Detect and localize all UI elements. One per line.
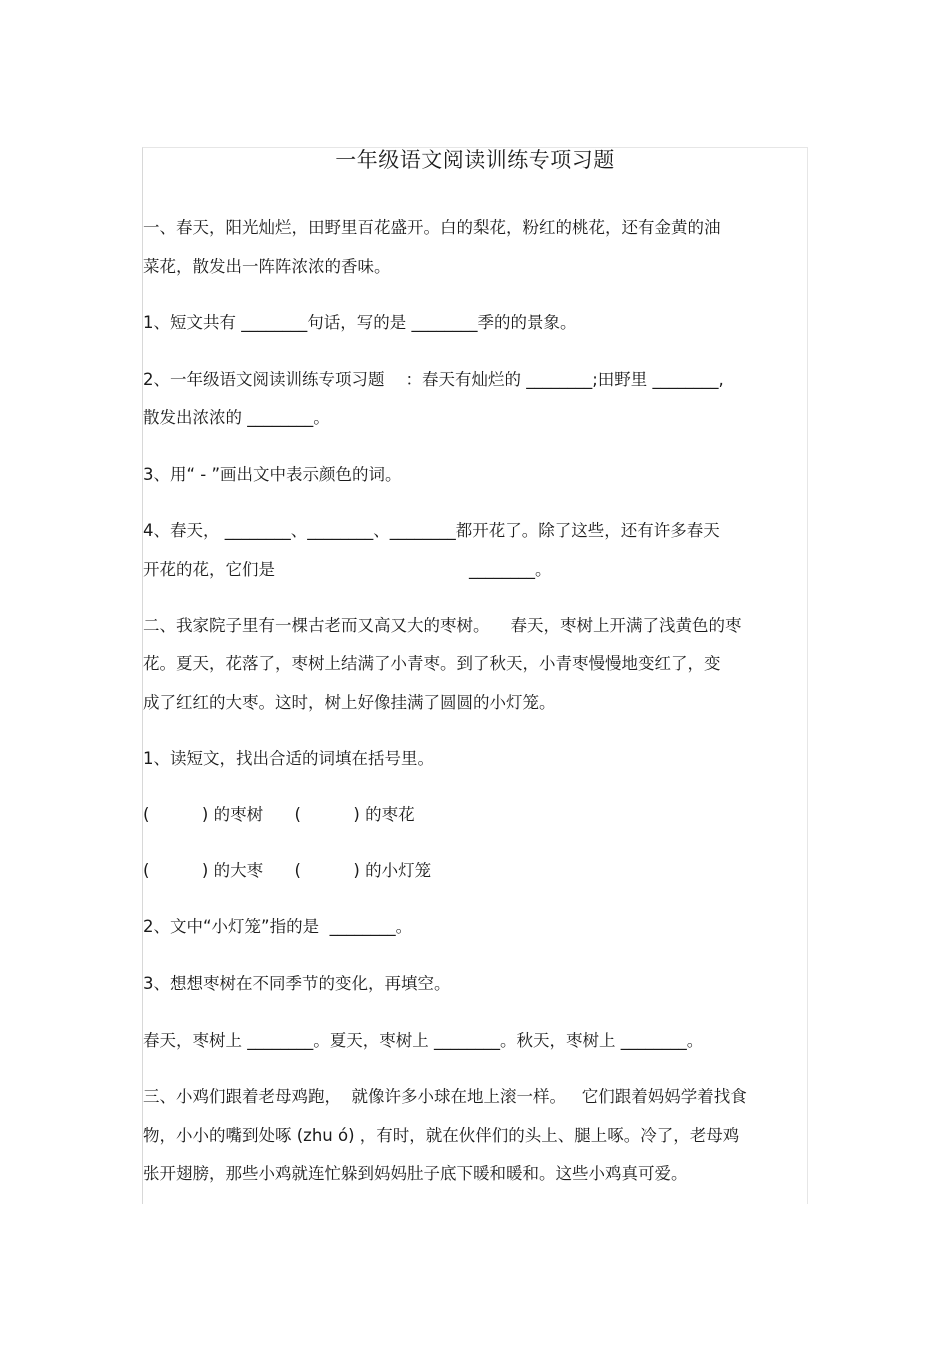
question-1-4-line-1: 4、春天， ________、________、________都开花了。除了这些，还有许多春天 [143,521,720,540]
passage-2-line-2: 花。夏天，花落了，枣树上结满了小青枣。到了秋天，小青枣慢慢地变红了，变 [143,654,721,673]
question-2-1: 1、读短文，找出合适的词填在括号里。 [143,749,434,768]
question-2-3-blanks: 春天，枣树上 ________。夏天，枣树上 ________。秋天，枣树上 ________。 [143,1031,704,1050]
passage-3-line-3: 张开翅膀，那些小鸡就连忙躲到妈妈肚子底下暖和暖和。这些小鸡真可爱。 [143,1164,688,1183]
question-1-1: 1、短文共有 ________句话，写的是 ________季的的景象。 [143,313,577,332]
question-1-4-line-2: 开花的花，它们是 ________。 [143,560,552,579]
page-title: 一年级语文阅读训练专项习题 [335,148,615,172]
question-1-2-line-2: 散发出浓浓的 ________。 [143,408,330,427]
passage-1-line-2: 菜花，散发出一阵阵浓浓的香味。 [143,257,391,276]
question-1-3: 3、用“ - ”画出文中表示颜色的词。 [143,465,402,484]
question-1-2-line-1: 2、一年级语文阅读训练专项习题 ：春天有灿烂的 ________;田野里 ________, [143,370,724,389]
question-2-3: 3、想想枣树在不同季节的变化，再填空。 [143,974,451,993]
question-2-1-blanks-row-2: ( ) 的大枣 ( ) 的小灯笼 [143,861,432,880]
passage-2-line-1: 二、我家院子里有一棵古老而又高又大的枣树。 春天，枣树上开满了浅黄色的枣 [143,616,742,635]
passage-3-line-1: 三、小鸡们跟着老母鸡跑， 就像许多小球在地上滚一样。 它们跟着妈妈学着找食 [143,1087,747,1106]
question-2-2: 2、文中“小灯笼”指的是 ________。 [143,917,413,936]
passage-2-line-3: 成了红红的大枣。这时，树上好像挂满了圆圆的小灯笼。 [143,693,556,712]
passage-3-line-2: 物，小小的嘴到处啄 (zhu ó) ，有时，就在伙伴们的头上、腿上啄。冷了，老母鸡 [143,1126,740,1145]
passage-1-line-1: 一、春天，阳光灿烂，田野里百花盛开。白的梨花，粉红的桃花，还有金黄的油 [143,218,721,237]
question-2-1-blanks-row-1: ( ) 的枣树 ( ) 的枣花 [143,805,415,824]
